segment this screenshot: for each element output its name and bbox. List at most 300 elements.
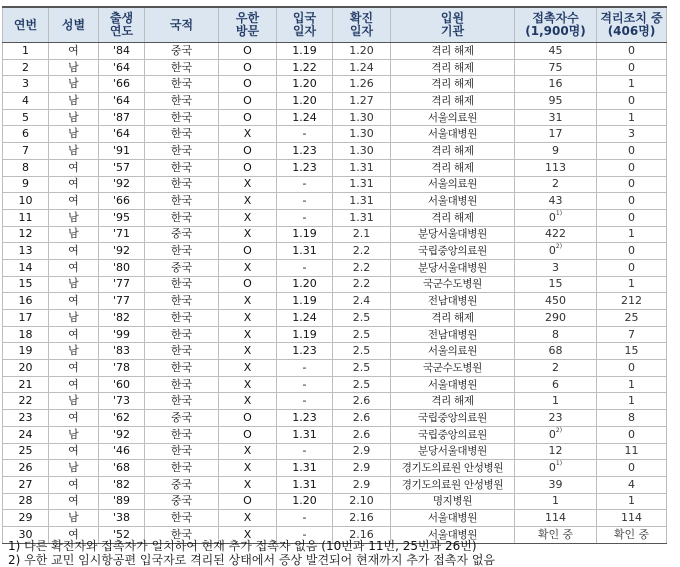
cell-nationality-text: 한국 [170,527,193,541]
cell-wuhan-text: O [243,43,252,57]
cell-no-text: 3 [22,77,29,91]
cell-nationality [145,293,219,310]
header-quarantine-line1: 격리조치 중 [600,11,663,25]
cell-birth [99,460,145,477]
cell-birth [99,443,145,460]
cell-nationality [145,59,219,76]
cell-sex [49,310,99,327]
cell-entry [277,76,333,93]
cell-confirmed-text: 1.27 [349,93,374,107]
cell-contacts [515,343,597,360]
cell-quarantine [597,293,667,310]
table-row [3,109,667,126]
cell-sex [49,93,99,110]
cell-no [3,59,49,76]
table-row [3,426,667,443]
cell-quarantine-text: 8 [628,410,635,424]
cell-wuhan [219,109,277,126]
cell-confirmed [333,443,391,460]
cell-contacts [515,293,597,310]
cell-wuhan-text: O [243,143,252,157]
cell-wuhan-text: O [243,93,252,107]
cell-confirmed-text: 2.9 [352,444,371,458]
cell-birth [99,59,145,76]
header-hospital [391,7,515,43]
header-confirmed [333,7,391,43]
cell-confirmed-text: 2.2 [352,260,371,274]
cell-no-text: 9 [22,177,29,191]
header-birth-line1: 출생 [109,11,134,25]
cell-entry [277,343,333,360]
header-wuhan-line2: 방문 [235,24,260,38]
cell-hospital-text: 서울대병원 [427,528,478,541]
cell-birth-text: '68 [112,461,131,475]
cell-contacts-text: 2 [552,177,559,191]
cell-nationality [145,43,219,60]
cell-wuhan [219,393,277,410]
cell-confirmed-text: 2.1 [352,227,371,241]
cell-wuhan [219,259,277,276]
cell-nationality-text: 중국 [170,410,193,424]
cell-quarantine-text: 0 [628,427,635,441]
cell-entry-text: 1.24 [292,110,317,124]
cell-hospital [391,310,515,327]
cell-confirmed [333,159,391,176]
cell-nationality-text: 한국 [170,244,193,258]
cell-no [3,76,49,93]
cell-sex-text: 여 [68,294,79,308]
cell-wuhan [219,159,277,176]
cell-quarantine-text: 212 [621,294,642,308]
cell-quarantine-text: 1 [628,77,635,91]
cell-sex-text: 남 [68,93,79,107]
cell-wuhan-text: O [243,77,252,91]
cell-no [3,476,49,493]
cell-hospital-text: 국군수도병원 [422,361,483,374]
cell-quarantine [597,209,667,226]
header-row [3,7,667,43]
cell-contacts [515,360,597,377]
cell-sex-text: 여 [68,377,79,391]
cell-nationality-text: 한국 [170,177,193,191]
cell-no-text: 22 [18,394,33,408]
cell-quarantine [597,143,667,160]
table-row [3,226,667,243]
cell-birth [99,360,145,377]
table-row [3,193,667,210]
cell-entry [277,426,333,443]
cell-nationality-text: 한국 [170,77,193,91]
cell-hospital-text: 격리 해제 [431,211,474,224]
cell-birth-text: '73 [112,394,131,408]
cell-confirmed [333,393,391,410]
cell-hospital-text: 서울대병원 [427,195,478,208]
header-nationality [145,7,219,43]
cell-sex-text: 여 [68,410,79,424]
cell-contacts-text: 1 [552,394,559,408]
cell-quarantine [597,276,667,293]
cell-birth-text: '71 [112,227,131,241]
cell-contacts-text: 95 [548,93,563,107]
cell-no-text: 17 [18,310,33,324]
cell-contacts [515,310,597,327]
cell-nationality [145,143,219,160]
cell-birth [99,343,145,360]
cell-quarantine-text: 1 [628,227,635,241]
cell-birth [99,493,145,510]
cell-nationality [145,376,219,393]
footnote-marker: 1) [555,209,563,217]
cell-hospital-text: 국군수도병원 [422,278,483,291]
cell-hospital-text: 전남대병원 [427,328,478,341]
cell-entry-text: 1.19 [292,227,317,241]
cell-no [3,376,49,393]
cell-hospital-text: 격리 해제 [431,395,474,408]
cell-no-text: 7 [22,143,29,157]
cell-sex [49,159,99,176]
cell-entry [277,510,333,527]
cell-entry-text: 1.20 [292,77,317,91]
header-nationality-text: 국적 [169,17,194,32]
cell-contacts [515,226,597,243]
cell-sex [49,109,99,126]
cell-sex-text: 남 [68,344,79,358]
cell-no-text: 21 [18,377,33,391]
header-wuhan-line1: 우한 [235,11,260,25]
cell-confirmed [333,460,391,477]
cell-quarantine [597,193,667,210]
cell-contacts [515,109,597,126]
cell-hospital [391,343,515,360]
cell-nationality [145,493,219,510]
cell-birth [99,259,145,276]
cell-entry-text: - [302,127,307,141]
cell-wuhan [219,510,277,527]
cell-no [3,159,49,176]
cell-contacts [515,243,597,260]
cell-sex-text: 여 [68,43,79,57]
cell-quarantine-text: 11 [624,444,639,458]
cell-no-text: 6 [22,127,29,141]
cell-hospital-text: 서울대병원 [427,128,478,141]
patient-table [2,6,667,544]
cell-no-text: 15 [18,277,33,291]
cell-birth-text: '89 [112,494,131,508]
cell-nationality [145,276,219,293]
cell-no [3,126,49,143]
cell-nationality [145,510,219,527]
cell-wuhan [219,343,277,360]
header-entry [277,7,333,43]
cell-contacts [515,493,597,510]
cell-nationality [145,159,219,176]
cell-quarantine-text: 0 [628,461,635,475]
cell-entry [277,59,333,76]
cell-hospital [391,109,515,126]
cell-wuhan-text: O [243,277,252,291]
cell-contacts-text: 290 [545,310,566,324]
cell-nationality [145,109,219,126]
cell-quarantine [597,126,667,143]
cell-no [3,343,49,360]
cell-sex-text: 남 [68,110,79,124]
cell-nationality [145,259,219,276]
cell-nationality-text: 한국 [170,194,193,208]
cell-hospital [391,43,515,60]
cell-confirmed-text: 1.30 [349,143,374,157]
cell-contacts-text: 0 [548,244,556,258]
cell-quarantine-text: 15 [624,344,639,358]
cell-quarantine [597,476,667,493]
cell-sex [49,393,99,410]
cell-confirmed-text: 1.31 [349,210,374,224]
cell-nationality [145,226,219,243]
cell-quarantine [597,393,667,410]
cell-quarantine-text: 25 [624,310,639,324]
cell-hospital [391,510,515,527]
cell-nationality-text: 한국 [170,310,193,324]
footnote-marker: 2) [555,243,563,251]
cell-birth [99,293,145,310]
cell-confirmed [333,310,391,327]
cell-hospital [391,159,515,176]
cell-sex [49,476,99,493]
cell-hospital-text: 분당서울대병원 [418,228,487,241]
table-row [3,43,667,60]
cell-nationality-text: 한국 [170,60,193,74]
cell-wuhan [219,310,277,327]
cell-sex-text: 여 [68,160,79,174]
cell-sex-text: 여 [68,244,79,258]
cell-hospital [391,460,515,477]
cell-confirmed-text: 2.6 [352,394,371,408]
cell-hospital-text: 서울대병원 [427,512,478,525]
cell-hospital-text: 격리 해제 [431,78,474,91]
cell-nationality-text: 한국 [170,110,193,124]
header-no [3,7,49,43]
cell-sex-text: 남 [68,127,79,141]
cell-entry [277,360,333,377]
cell-entry-text: - [302,210,307,224]
cell-wuhan-text: X [243,227,252,241]
cell-nationality [145,310,219,327]
cell-no-text: 26 [18,461,33,475]
cell-contacts-text: 23 [548,410,563,424]
cell-entry [277,176,333,193]
cell-quarantine-text: 0 [628,43,635,57]
cell-quarantine [597,109,667,126]
cell-birth-text: '95 [112,210,131,224]
cell-hospital [391,143,515,160]
cell-quarantine [597,360,667,377]
cell-no-text: 11 [18,210,33,224]
table-row [3,443,667,460]
cell-entry [277,376,333,393]
header-sex-text: 성별 [61,17,86,32]
cell-sex [49,176,99,193]
cell-confirmed-text: 2.6 [352,410,371,424]
cell-wuhan [219,143,277,160]
cell-sex [49,376,99,393]
cell-birth-text: '77 [112,277,131,291]
cell-entry [277,93,333,110]
cell-birth [99,93,145,110]
header-contacts [515,7,597,43]
cell-entry-text: 1.20 [292,277,317,291]
cell-nationality [145,93,219,110]
cell-nationality [145,76,219,93]
cell-confirmed [333,326,391,343]
cell-no [3,259,49,276]
cell-contacts-text: 3 [552,260,559,274]
cell-nationality-text: 중국 [170,227,193,241]
cell-wuhan-text: O [243,110,252,124]
cell-sex-text: 남 [68,60,79,74]
cell-hospital-text: 서울의료원 [427,345,478,358]
cell-quarantine-text: 3 [628,127,635,141]
cell-nationality-text: 한국 [170,461,193,475]
cell-hospital [391,226,515,243]
cell-contacts-text: 113 [545,160,566,174]
cell-nationality-text: 한국 [170,93,193,107]
cell-nationality-text: 한국 [170,294,193,308]
cell-confirmed-text: 2.9 [352,477,371,491]
table-row [3,143,667,160]
cell-contacts-text: 68 [548,344,563,358]
cell-confirmed-text: 2.16 [349,527,374,541]
cell-contacts [515,326,597,343]
cell-no-text: 8 [22,160,29,174]
cell-wuhan [219,426,277,443]
cell-birth-text: '78 [112,360,131,374]
cell-sex-text: 여 [68,177,79,191]
cell-no-text: 1 [22,43,29,57]
cell-confirmed [333,193,391,210]
cell-confirmed-text: 2.5 [352,310,371,324]
cell-sex-text: 남 [68,277,79,291]
cell-no-text: 27 [18,477,33,491]
cell-contacts-text: 12 [548,444,563,458]
cell-entry-text: - [302,260,307,274]
cell-nationality [145,460,219,477]
cell-contacts [515,376,597,393]
cell-sex-text: 남 [68,461,79,475]
cell-nationality-text: 중국 [170,477,193,491]
cell-no-text: 28 [18,494,33,508]
cell-nationality [145,343,219,360]
cell-entry-text: 1.23 [292,410,317,424]
cell-quarantine [597,93,667,110]
cell-entry-text: 1.23 [292,344,317,358]
cell-entry-text: 1.19 [292,43,317,57]
cell-birth [99,393,145,410]
header-no-text: 연번 [13,17,38,32]
cell-birth [99,159,145,176]
table-row [3,243,667,260]
cell-contacts-text: 31 [548,110,563,124]
cell-hospital [391,276,515,293]
cell-contacts-text: 43 [548,194,563,208]
cell-sex [49,276,99,293]
cell-birth-text: '57 [112,160,131,174]
cell-contacts [515,460,597,477]
cell-wuhan [219,126,277,143]
cell-sex [49,293,99,310]
cell-nationality [145,410,219,427]
cell-confirmed [333,426,391,443]
cell-sex [49,76,99,93]
cell-quarantine-text: 1 [628,277,635,291]
cell-quarantine-text: 0 [628,60,635,74]
header-contacts-line2: (1,900명) [525,24,586,38]
cell-confirmed [333,143,391,160]
cell-birth-text: '64 [112,93,131,107]
cell-entry-text: - [302,194,307,208]
cell-wuhan-text: X [243,444,252,458]
cell-contacts-text: 2 [552,360,559,374]
cell-entry-text: - [302,394,307,408]
cell-hospital-text: 분당서울대병원 [418,445,487,458]
cell-birth-text: '92 [112,177,131,191]
table-row [3,259,667,276]
cell-no [3,143,49,160]
cell-contacts [515,476,597,493]
cell-nationality-text: 한국 [170,327,193,341]
cell-entry [277,460,333,477]
cell-birth-text: '92 [112,427,131,441]
cell-birth-text: '64 [112,127,131,141]
cell-entry [277,276,333,293]
table-row [3,493,667,510]
cell-sex-text: 여 [68,360,79,374]
cell-sex-text: 남 [68,427,79,441]
cell-wuhan-text: X [243,511,252,525]
cell-birth-text: '83 [112,344,131,358]
cell-hospital-text: 서울대병원 [427,378,478,391]
table-row [3,343,667,360]
cell-sex [49,43,99,60]
cell-no-text: 13 [18,244,33,258]
cell-entry-text: - [302,511,307,525]
cell-sex [49,143,99,160]
cell-confirmed [333,259,391,276]
cell-quarantine-text: 7 [628,327,635,341]
cell-wuhan [219,76,277,93]
cell-birth [99,226,145,243]
cell-nationality [145,176,219,193]
cell-confirmed-text: 1.20 [349,43,374,57]
cell-hospital [391,93,515,110]
cell-contacts-text: 450 [545,294,566,308]
cell-quarantine [597,243,667,260]
footnote-marker: 2) [555,426,563,434]
cell-contacts [515,443,597,460]
cell-quarantine [597,176,667,193]
cell-hospital-text: 명지병원 [432,495,473,508]
cell-sex [49,410,99,427]
cell-hospital-text: 경기도의료원 안성병원 [401,462,504,475]
cell-birth [99,276,145,293]
cell-birth [99,126,145,143]
cell-birth-text: '77 [112,294,131,308]
cell-entry-text: 1.20 [292,93,317,107]
cell-wuhan-text: X [243,527,252,541]
cell-confirmed-text: 1.30 [349,110,374,124]
cell-contacts-text: 75 [548,60,563,74]
cell-nationality [145,243,219,260]
cell-confirmed-text: 2.16 [349,511,374,525]
cell-no [3,460,49,477]
